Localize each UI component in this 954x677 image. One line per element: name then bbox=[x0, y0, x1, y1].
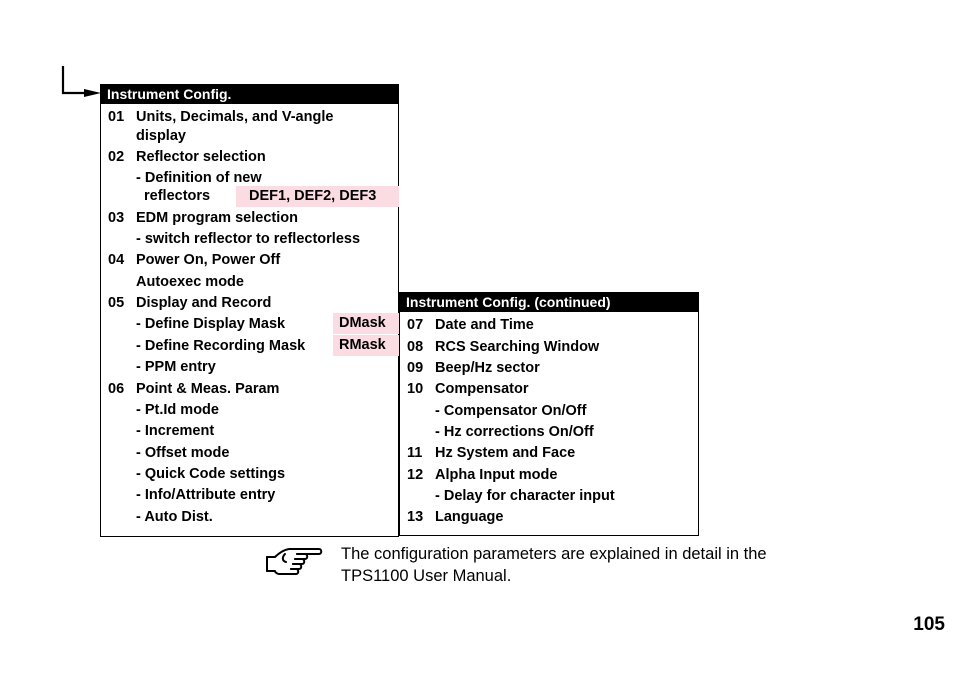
sub-item: - Definition of new bbox=[136, 170, 262, 186]
item-number: 02 bbox=[108, 149, 125, 165]
sub-item: - switch reflector to reflectorless bbox=[136, 231, 361, 247]
sub-item: - Increment bbox=[136, 423, 215, 439]
sub-item-cont: reflectors bbox=[144, 188, 211, 204]
sub-item: - Hz corrections On/Off bbox=[435, 424, 594, 440]
panel-title: Instrument Config. bbox=[101, 85, 398, 104]
note-line: TPS1100 User Manual. bbox=[341, 567, 512, 585]
def-highlight: DEF1, DEF2, DEF3 bbox=[236, 186, 399, 207]
sub-item: - Delay for character input bbox=[435, 488, 615, 504]
item-label: Power On, Power Off bbox=[136, 252, 281, 268]
panel-title: Instrument Config. (continued) bbox=[400, 293, 698, 312]
item-label: Date and Time bbox=[435, 317, 534, 333]
manual-reference-note bbox=[341, 543, 841, 587]
item-label: Beep/Hz sector bbox=[435, 360, 540, 376]
instrument-config-panel bbox=[100, 84, 399, 537]
sub-item: - PPM entry bbox=[136, 359, 216, 375]
item-number: 04 bbox=[108, 252, 125, 268]
sub-item: - Compensator On/Off bbox=[435, 403, 587, 419]
item-number: 03 bbox=[108, 210, 125, 226]
connector-arrow-icon bbox=[60, 64, 105, 100]
rmask-highlight: RMask bbox=[333, 335, 399, 356]
item-label: Reflector selection bbox=[136, 149, 266, 165]
item-number: 06 bbox=[108, 381, 125, 397]
item-number: 09 bbox=[407, 360, 424, 376]
list-item bbox=[108, 109, 124, 126]
note-line: The configuration parameters are explained in detail in the bbox=[341, 545, 767, 563]
item-label: Point & Meas. Param bbox=[136, 381, 280, 397]
sub-item: - Info/Attribute entry bbox=[136, 487, 276, 503]
item-number: 11 bbox=[407, 445, 423, 461]
sub-item: - Define Recording Mask bbox=[136, 338, 306, 354]
item-label: EDM program selection bbox=[136, 210, 298, 226]
item-number: 08 bbox=[407, 339, 424, 355]
item-label: Display and Record bbox=[136, 295, 272, 311]
item-label: Alpha Input mode bbox=[435, 467, 558, 483]
sub-item: - Quick Code settings bbox=[136, 466, 286, 482]
item-number: 07 bbox=[407, 317, 424, 333]
item-label: RCS Searching Window bbox=[435, 339, 600, 355]
pointing-hand-icon bbox=[265, 545, 323, 583]
item-label: Compensator bbox=[435, 381, 529, 397]
instrument-config-continued-panel bbox=[399, 292, 699, 536]
sub-item: - Pt.Id mode bbox=[136, 402, 219, 418]
sub-item: - Offset mode bbox=[136, 445, 230, 461]
item-label: Language bbox=[435, 509, 504, 525]
dmask-highlight: DMask bbox=[333, 313, 399, 334]
item-label-cont: Autoexec mode bbox=[136, 274, 244, 290]
item-number: 01 bbox=[108, 109, 125, 125]
item-number: 13 bbox=[407, 509, 424, 525]
item-label: Units, Decimals, and V-angle bbox=[136, 109, 334, 125]
sub-item: - Auto Dist. bbox=[136, 509, 213, 525]
item-number: 05 bbox=[108, 295, 125, 311]
item-number: 12 bbox=[407, 467, 424, 483]
item-label: Hz System and Face bbox=[435, 445, 576, 461]
sub-item: - Define Display Mask bbox=[136, 316, 286, 332]
page-number: 105 bbox=[913, 614, 945, 635]
item-label-cont: display bbox=[136, 128, 186, 144]
item-number: 10 bbox=[407, 381, 424, 397]
